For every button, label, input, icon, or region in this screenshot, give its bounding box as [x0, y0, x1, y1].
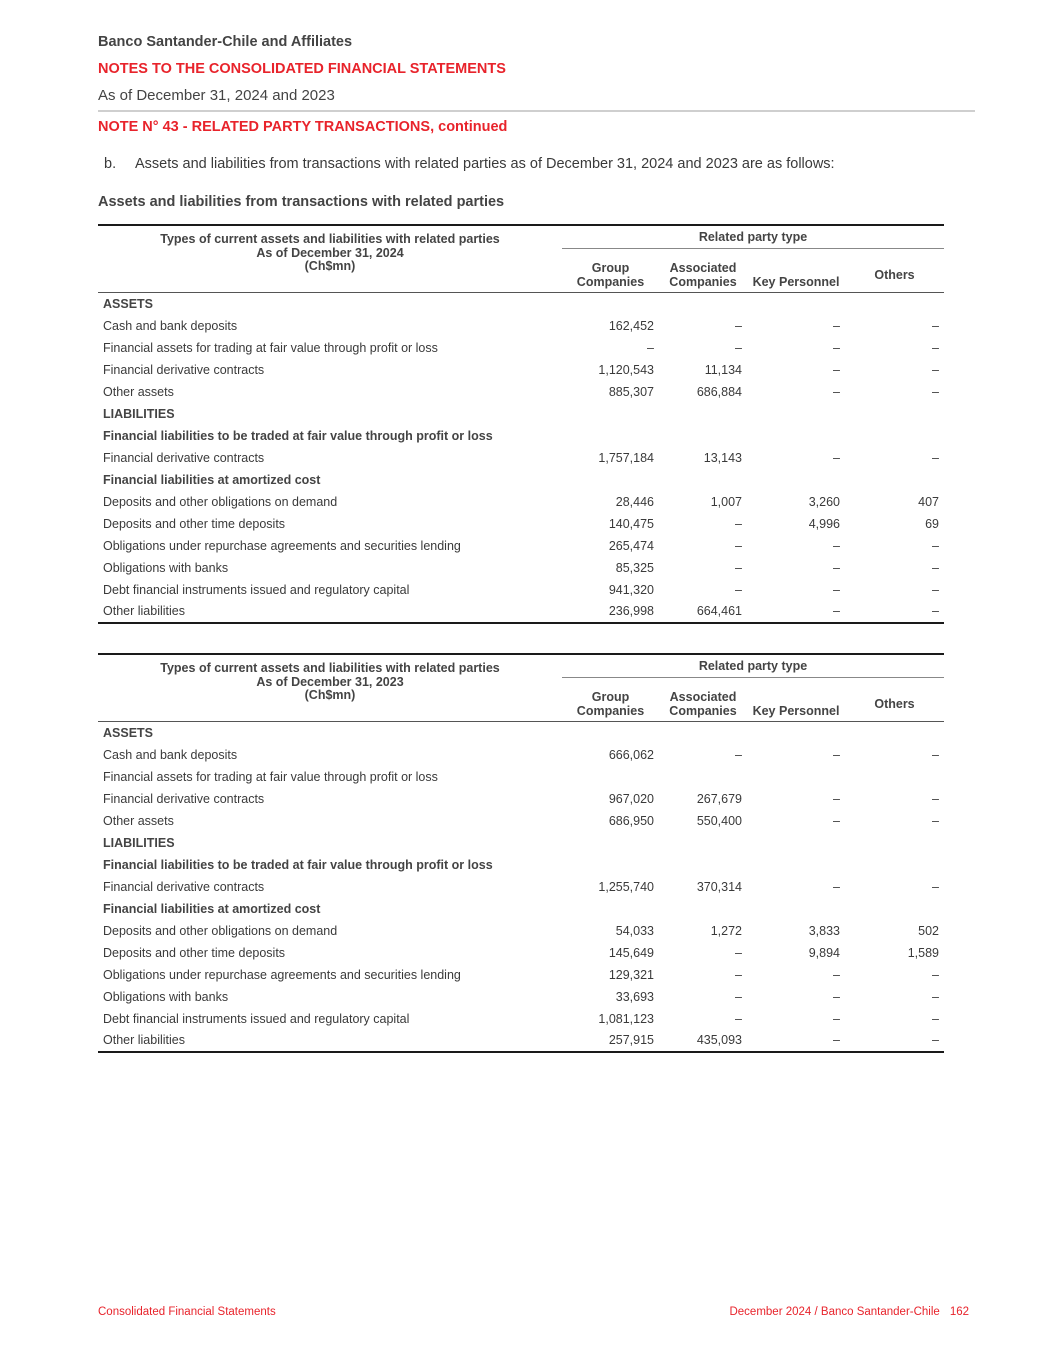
cell-key-personnel: 9,894: [808, 945, 840, 960]
table-row: [98, 854, 944, 876]
table-row: [98, 832, 944, 854]
cell-group-companies: 1,757,184: [598, 450, 654, 465]
page-number: 162: [949, 1306, 969, 1318]
as-of-date: As of December 31, 2024 and 2023: [98, 87, 335, 104]
cell-others: 69: [925, 516, 939, 531]
row-label: Deposits and other time deposits: [103, 516, 286, 531]
cell-others: –: [932, 450, 939, 465]
cell-group-companies: 54,033: [615, 923, 654, 938]
cell-others: –: [932, 538, 939, 553]
cell-others: –: [932, 967, 939, 982]
cell-associated-companies: –: [735, 318, 742, 333]
table-row: [98, 766, 944, 788]
cell-associated-companies: 1,007: [710, 494, 742, 509]
row-label: Financial liabilities to be traded at fair value through profit or loss: [103, 857, 493, 872]
footer-doc-title: December 2024 / Banco Santander-Chile: [729, 1306, 940, 1318]
cell-group-companies: 1,120,543: [598, 362, 654, 377]
related-party-table-2023: [98, 653, 944, 1053]
row-label: Financial assets for trading at fair value through profit or loss: [103, 769, 438, 784]
cell-associated-companies: [659, 854, 747, 876]
cell-others: –: [932, 340, 939, 355]
cell-others: [845, 832, 944, 854]
table-row: [98, 942, 944, 964]
footer-left: Consolidated Financial Statements: [98, 1306, 276, 1318]
row-label: Financial derivative contracts: [103, 791, 265, 806]
cell-associated-companies: 435,093: [696, 1033, 742, 1047]
table-row: [98, 337, 944, 359]
cell-group-companies: [562, 469, 659, 491]
table-row: [98, 986, 944, 1008]
table-row: [98, 425, 944, 447]
cell-associated-companies: –: [735, 582, 742, 597]
col-key-personnel: Key Personnel: [752, 703, 840, 718]
col-others: Others: [874, 696, 915, 711]
table-row: [98, 964, 944, 986]
cell-key-personnel: –: [833, 989, 840, 1004]
desc-line-1: Types of current assets and liabilities with related parties: [160, 661, 500, 675]
table-row: [98, 744, 944, 766]
company-name: Banco Santander-Chile and Affiliates: [98, 34, 353, 50]
cell-associated-companies: [659, 766, 747, 788]
cell-associated-companies: –: [735, 967, 742, 982]
related-party-table-2024: [98, 224, 944, 624]
cell-others: –: [932, 560, 939, 575]
row-label: Deposits and other obligations on demand: [103, 494, 338, 509]
row-label: Debt financial instruments issued and regulatory capital: [103, 582, 410, 597]
table-body-2024: [98, 293, 944, 623]
row-label: Financial derivative contracts: [103, 879, 265, 894]
note-title: NOTE N° 43 - RELATED PARTY TRANSACTIONS, continued: [98, 119, 508, 135]
cell-key-personnel: [747, 766, 845, 788]
table-body-2023: [98, 722, 944, 1052]
cell-key-personnel: [747, 832, 845, 854]
cell-others: –: [932, 362, 939, 377]
row-label: Financial assets for trading at fair value through profit or loss: [103, 340, 438, 355]
cell-group-companies: 257,915: [608, 1033, 654, 1047]
cell-associated-companies: [659, 425, 747, 447]
table-row: [98, 447, 944, 469]
row-label: ASSETS: [103, 296, 154, 311]
cell-associated-companies: [659, 293, 747, 315]
row-label: LIABILITIES: [103, 835, 175, 850]
cell-group-companies: [562, 766, 659, 788]
row-label: ASSETS: [103, 725, 154, 740]
cell-others: –: [932, 318, 939, 333]
table-row: [98, 403, 944, 425]
cell-associated-companies: –: [735, 516, 742, 531]
row-label: Debt financial instruments issued and regulatory capital: [103, 1011, 410, 1026]
cell-key-personnel: [747, 898, 845, 920]
row-label: Financial liabilities to be traded at fair value through profit or loss: [103, 428, 493, 443]
cell-others: –: [932, 747, 939, 762]
table-row: [98, 381, 944, 403]
row-label: Other assets: [103, 384, 174, 399]
row-label: Other liabilities: [103, 1033, 185, 1047]
cell-key-personnel: –: [833, 747, 840, 762]
table-row: [98, 601, 944, 623]
row-label: Financial liabilities at amortized cost: [103, 901, 321, 916]
col-associated-companies: Associated Companies: [669, 261, 737, 289]
cell-group-companies: 145,649: [608, 945, 654, 960]
cell-associated-companies: –: [735, 340, 742, 355]
cell-group-companies: [562, 832, 659, 854]
cell-others: 502: [918, 923, 939, 938]
header-divider: [98, 110, 975, 112]
cell-key-personnel: 4,996: [808, 516, 840, 531]
cell-others: –: [932, 1033, 939, 1047]
cell-key-personnel: –: [833, 879, 840, 894]
cell-associated-companies: [659, 832, 747, 854]
cell-others: [845, 469, 944, 491]
cell-others: –: [932, 582, 939, 597]
cell-key-personnel: –: [833, 538, 840, 553]
table-row: [98, 359, 944, 381]
cell-associated-companies: –: [735, 747, 742, 762]
cell-key-personnel: –: [833, 582, 840, 597]
cell-key-personnel: –: [833, 450, 840, 465]
table-row: [98, 535, 944, 557]
cell-others: [845, 425, 944, 447]
desc-line-3: (Ch$mn): [304, 688, 356, 702]
cell-associated-companies: –: [735, 945, 742, 960]
table-description-header: [98, 225, 562, 293]
row-label: Obligations with banks: [103, 989, 229, 1004]
cell-key-personnel: –: [833, 1033, 840, 1047]
cell-key-personnel: [747, 854, 845, 876]
cell-group-companies: 686,950: [608, 813, 654, 828]
table-row: [98, 1008, 944, 1030]
cell-group-companies: 1,255,740: [598, 879, 654, 894]
row-label: Obligations under repurchase agreements and securities lending: [103, 538, 461, 553]
table-row: [98, 293, 944, 315]
cell-others: [845, 898, 944, 920]
intro-label: b.: [104, 156, 117, 172]
col-group-companies: Group Companies: [576, 261, 645, 289]
cell-key-personnel: –: [833, 340, 840, 355]
cell-group-companies: 1,081,123: [598, 1011, 654, 1026]
cell-associated-companies: 13,143: [703, 450, 742, 465]
intro-text: Assets and liabilities from transactions with related parties as of December 31, 2024 and 2023 are as follows:: [135, 156, 835, 172]
cell-group-companies: 885,307: [608, 384, 654, 399]
table-description-header: [98, 654, 562, 722]
footer-right: [729, 1306, 969, 1318]
table-row: [98, 788, 944, 810]
cell-associated-companies: –: [735, 538, 742, 553]
related-party-type-header: Related party type: [562, 225, 944, 249]
col-key-personnel: Key Personnel: [752, 274, 840, 289]
table-row: [98, 513, 944, 535]
cell-others: –: [932, 989, 939, 1004]
cell-group-companies: –: [647, 340, 654, 355]
desc-line-2: As of December 31, 2024: [256, 245, 404, 260]
cell-associated-companies: 686,884: [696, 384, 742, 399]
cell-others: –: [932, 384, 939, 399]
cell-key-personnel: [747, 722, 845, 744]
table-row: [98, 920, 944, 942]
row-label: Obligations under repurchase agreements and securities lending: [103, 967, 461, 982]
col-group-companies: Group Companies: [576, 690, 645, 718]
cell-group-companies: 666,062: [608, 747, 654, 762]
notes-title: NOTES TO THE CONSOLIDATED FINANCIAL STATEMENTS: [98, 61, 506, 77]
desc-line-3: (Ch$mn): [304, 259, 356, 273]
cell-others: [845, 722, 944, 744]
row-label: Other assets: [103, 813, 174, 828]
table-row: [98, 491, 944, 513]
cell-associated-companies: [659, 722, 747, 744]
table-row: [98, 722, 944, 744]
row-label: Obligations with banks: [103, 560, 229, 575]
cell-others: –: [932, 1011, 939, 1026]
cell-associated-companies: [659, 403, 747, 425]
cell-group-companies: [562, 722, 659, 744]
cell-key-personnel: [747, 469, 845, 491]
cell-key-personnel: –: [833, 791, 840, 806]
cell-others: 407: [918, 494, 939, 509]
row-label: Financial derivative contracts: [103, 362, 265, 377]
cell-key-personnel: –: [833, 362, 840, 377]
cell-key-personnel: –: [833, 1011, 840, 1026]
row-label: Deposits and other obligations on demand: [103, 923, 338, 938]
cell-key-personnel: –: [833, 967, 840, 982]
col-associated-companies: Associated Companies: [669, 690, 737, 718]
row-label: Cash and bank deposits: [103, 318, 238, 333]
cell-key-personnel: 3,260: [808, 494, 840, 509]
table-row: [98, 557, 944, 579]
cell-associated-companies: –: [735, 989, 742, 1004]
cell-others: –: [932, 791, 939, 806]
cell-associated-companies: [659, 469, 747, 491]
cell-group-companies: 265,474: [608, 538, 654, 553]
cell-associated-companies: 370,314: [696, 879, 742, 894]
cell-others: [845, 854, 944, 876]
cell-key-personnel: –: [833, 813, 840, 828]
desc-line-2: As of December 31, 2023: [256, 674, 404, 689]
cell-key-personnel: –: [833, 318, 840, 333]
table-row: [98, 810, 944, 832]
intro-paragraph: [104, 156, 835, 172]
cell-associated-companies: –: [735, 1011, 742, 1026]
cell-key-personnel: [747, 293, 845, 315]
cell-group-companies: 85,325: [615, 560, 654, 575]
related-party-type-header: Related party type: [562, 654, 944, 678]
cell-associated-companies: 267,679: [696, 791, 742, 806]
cell-associated-companies: 1,272: [710, 923, 742, 938]
cell-key-personnel: –: [833, 604, 840, 618]
row-label: Financial derivative contracts: [103, 450, 265, 465]
table-row: [98, 579, 944, 601]
row-label: Other liabilities: [103, 604, 185, 618]
row-label: Financial liabilities at amortized cost: [103, 472, 321, 487]
cell-group-companies: [562, 898, 659, 920]
cell-group-companies: 162,452: [608, 318, 654, 333]
cell-associated-companies: –: [735, 560, 742, 575]
cell-group-companies: 941,320: [608, 582, 654, 597]
cell-group-companies: 33,693: [615, 989, 654, 1004]
row-label: Cash and bank deposits: [103, 747, 238, 762]
cell-others: [845, 293, 944, 315]
cell-group-companies: [562, 293, 659, 315]
cell-associated-companies: 550,400: [696, 813, 742, 828]
table-row: [98, 315, 944, 337]
cell-key-personnel: –: [833, 384, 840, 399]
cell-others: 1,589: [907, 945, 939, 960]
row-label: LIABILITIES: [103, 406, 175, 421]
cell-associated-companies: 11,134: [704, 362, 742, 377]
cell-group-companies: [562, 403, 659, 425]
cell-others: –: [932, 813, 939, 828]
cell-others: [845, 403, 944, 425]
table-row: [98, 876, 944, 898]
cell-group-companies: 129,321: [608, 967, 654, 982]
row-label: Deposits and other time deposits: [103, 945, 286, 960]
cell-others: –: [932, 604, 939, 618]
cell-key-personnel: [747, 403, 845, 425]
table-row: [98, 1030, 944, 1052]
cell-associated-companies: 664,461: [696, 604, 742, 618]
cell-group-companies: 28,446: [615, 494, 654, 509]
cell-others: –: [932, 879, 939, 894]
cell-group-companies: [562, 854, 659, 876]
cell-key-personnel: [747, 425, 845, 447]
cell-key-personnel: –: [833, 560, 840, 575]
cell-group-companies: 140,475: [608, 516, 654, 531]
cell-associated-companies: [659, 898, 747, 920]
cell-others: [845, 766, 944, 788]
cell-key-personnel: 3,833: [808, 923, 840, 938]
section-title: Assets and liabilities from transactions with related parties: [98, 194, 505, 210]
desc-line-1: Types of current assets and liabilities with related parties: [160, 232, 500, 246]
table-row: [98, 898, 944, 920]
cell-group-companies: 967,020: [608, 791, 654, 806]
col-others: Others: [874, 267, 915, 282]
table-row: [98, 469, 944, 491]
cell-group-companies: [562, 425, 659, 447]
cell-group-companies: 236,998: [608, 604, 654, 618]
